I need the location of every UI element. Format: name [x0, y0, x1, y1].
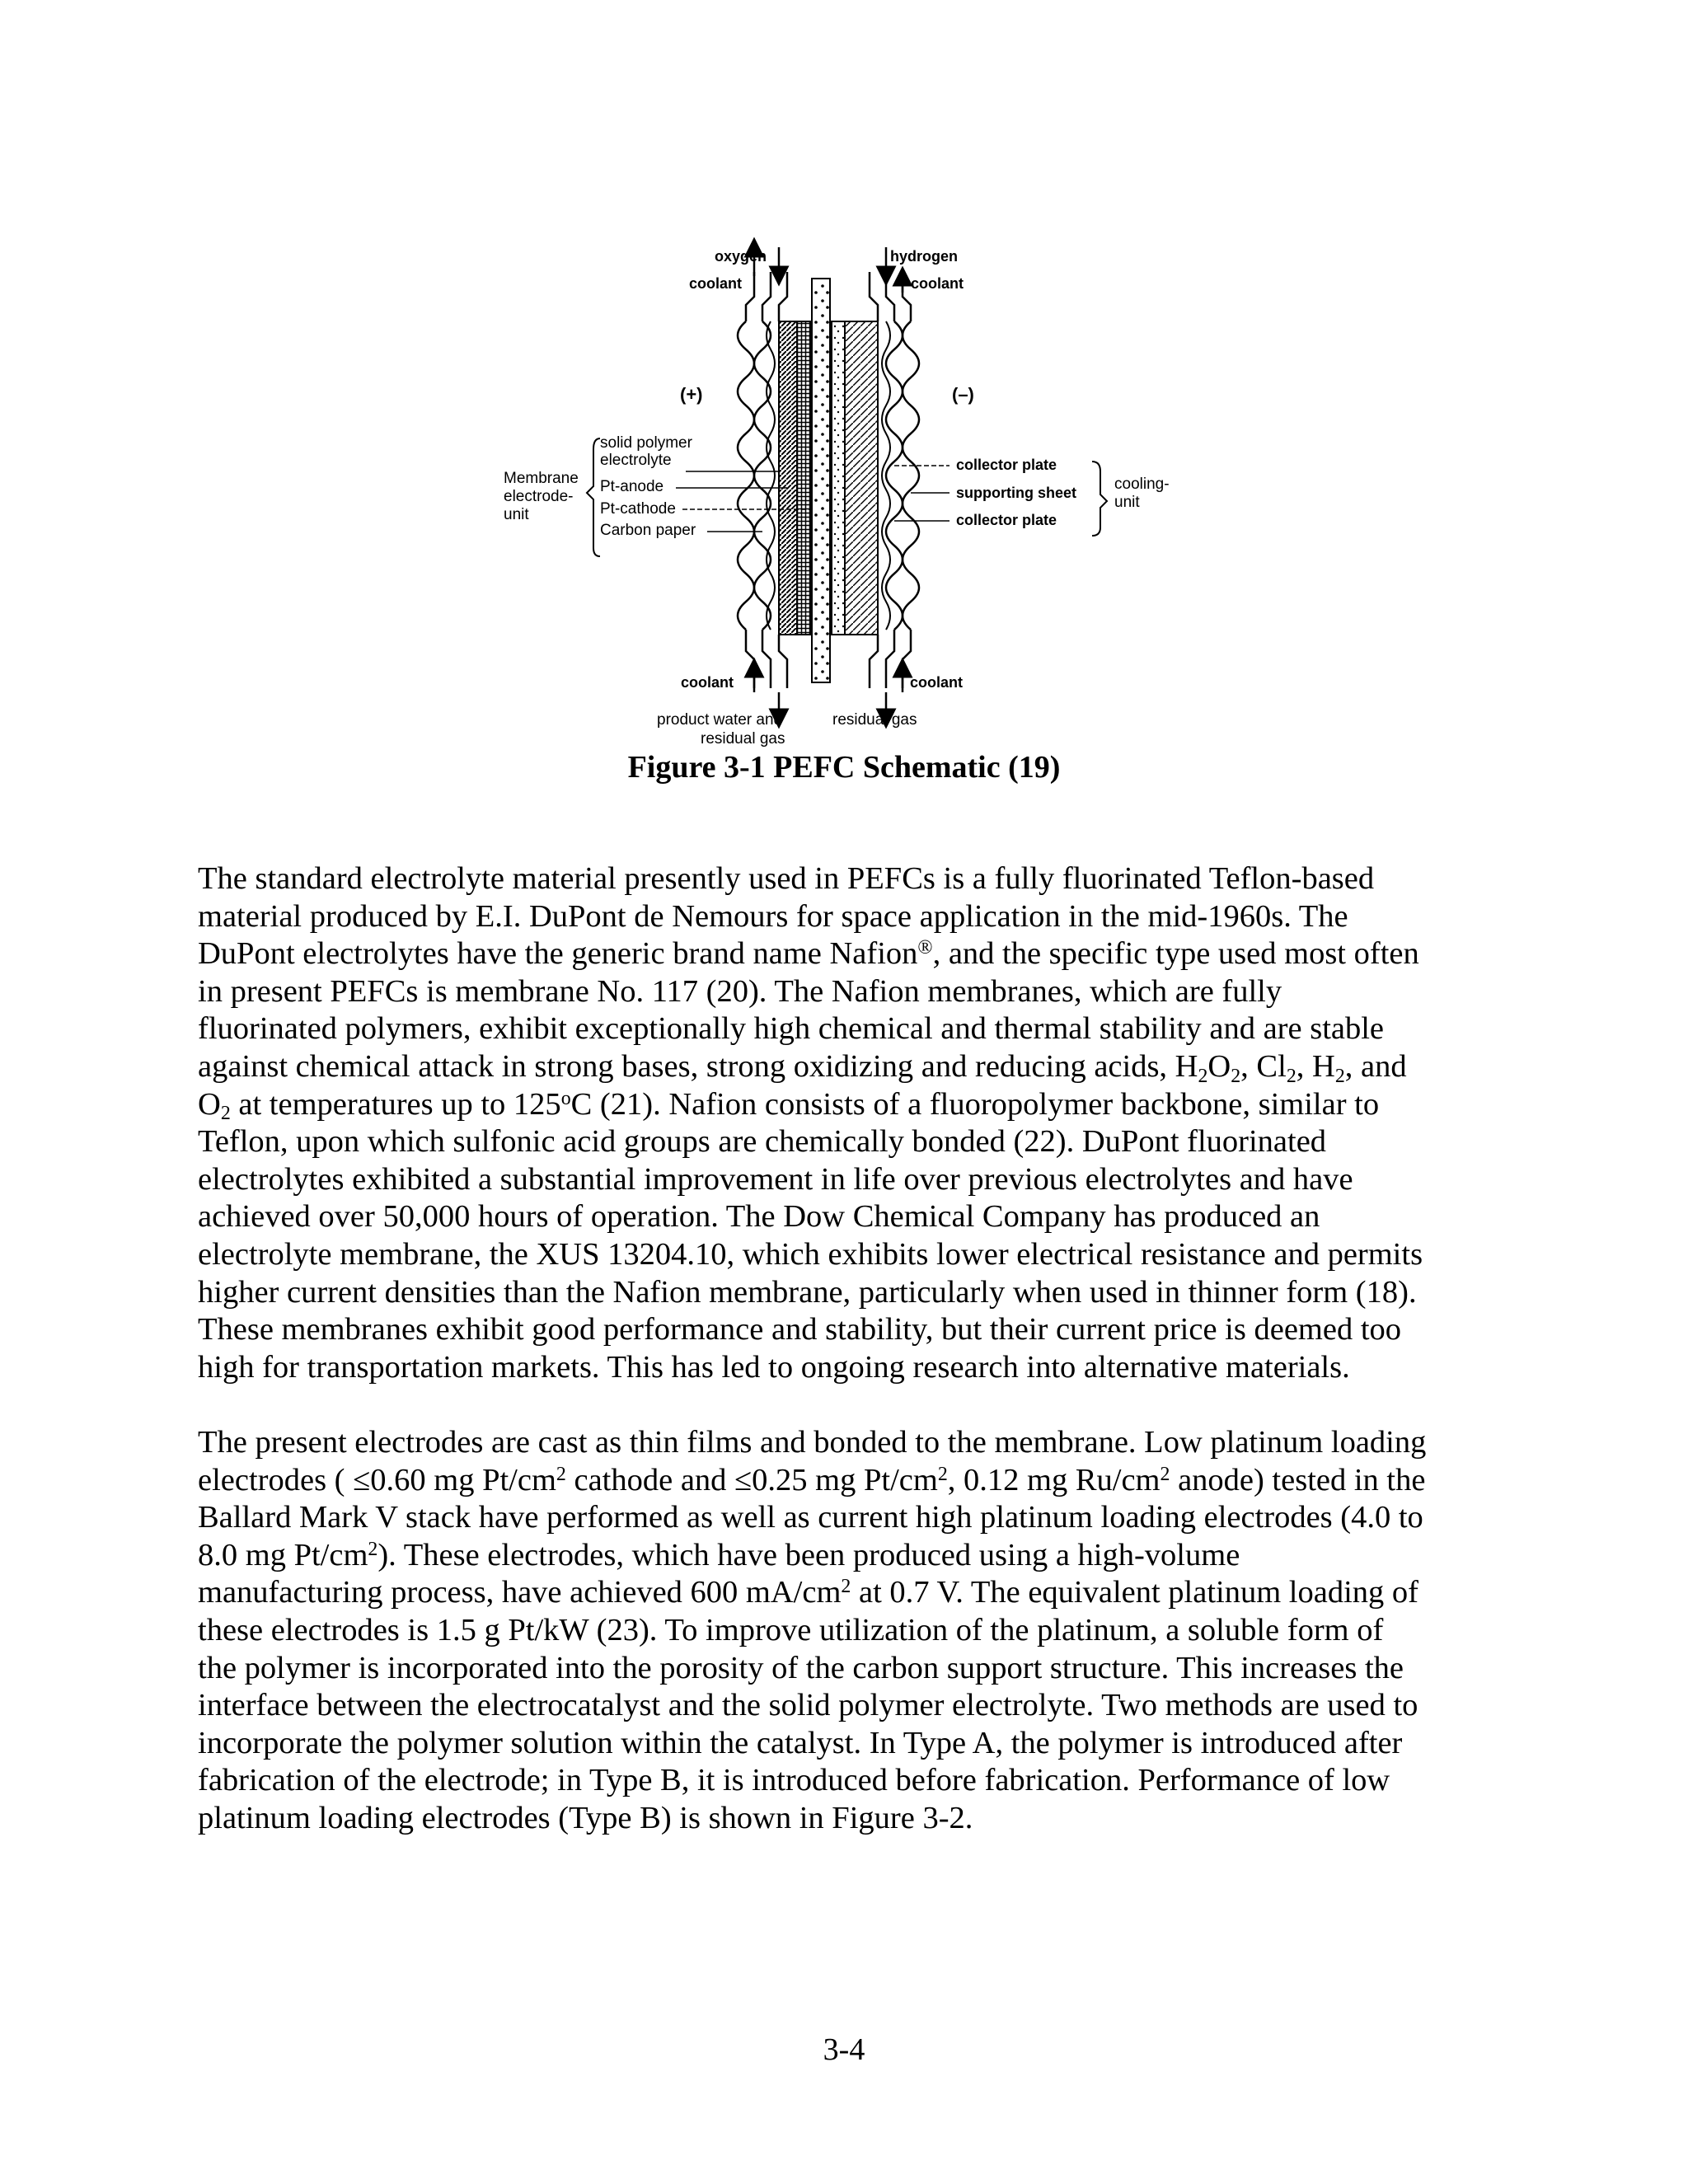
text-line: achieved over 50,000 hours of operation. The Dow Chemical Company has produced an	[198, 1199, 1320, 1235]
supporting-sheet-label: supporting sheet	[956, 485, 1077, 501]
text-line: material produced by E.I. DuPont de Nemours for space application in the mid-1960s. The	[198, 898, 1348, 934]
text-line: these electrodes is 1.5 g Pt/kW (23). To improve utilization of the platinum, a soluble form of	[198, 1612, 1384, 1647]
negative-terminal-label: (–)	[952, 384, 974, 405]
electrode-label: electrode-	[504, 488, 574, 505]
coolant-label-top-right: coolant	[911, 275, 964, 292]
pefc-schematic-figure	[0, 0, 1688, 824]
cooling-label: cooling-	[1114, 476, 1170, 493]
text-line: The present electrodes are cast as thin films and bonded to the membrane. Low platinum loading	[198, 1425, 1427, 1460]
text-line: the polymer is incorporated into the porosity of the carbon support structure. This increases the	[198, 1650, 1404, 1685]
text-line: fabrication of the electrode; in Type B, it is introduced before fabrication. Performance of low	[198, 1763, 1390, 1798]
text-line: manufacturing process, have achieved 600 $mA/cm^2$ at 0.7 V. The equivalent platinum loading of	[198, 1575, 1418, 1610]
text-line: fluorinated polymers, exhibit exceptionally high chemical and thermal stability and are stable	[198, 1011, 1385, 1047]
text-line: DuPont electrolytes have the generic brand name Nafion®, and the specific type used most often	[198, 936, 1419, 972]
collector-plate-label-bottom: collector plate	[956, 512, 1057, 528]
unit-label-right: unit	[1114, 494, 1140, 511]
text-line: These membranes exhibit good performance and stability, but their current price is deemed too	[198, 1312, 1402, 1347]
hydrogen-label: hydrogen	[890, 248, 959, 265]
pefc-schematic-drawing	[0, 0, 1688, 824]
text-line: Ballard Mark V stack have performed as well as current high platinum loading electrodes (4.0 to	[198, 1500, 1423, 1535]
text-line: electrodes ( ≤0.60 mg $Pt/cm^2$ cathode and ≤0.25 mg $Pt/cm^2$, 0.12 mg $Ru/cm^2$ anode) tested in the	[198, 1462, 1426, 1497]
residual-gas-label-right: residual gas	[832, 711, 917, 729]
coolant-label-bottom-left: coolant	[681, 674, 734, 691]
membrane-label: Membrane	[504, 470, 579, 487]
text-line: electrolyte membrane, the XUS 13204.10, which exhibits lower electrical resistance and permits	[198, 1236, 1423, 1272]
carbon-paper-label: Carbon paper	[600, 522, 696, 539]
residual-gas-label-left: residual gas	[701, 730, 785, 748]
text-line: against chemical attack in strong bases, strong oxidizing and reducing acids, $H_2O_2$, $Cl_2$, $H_2$, and	[198, 1048, 1407, 1087]
text-line: 8.0 mg $Pt/cm^2$). These electrodes, which have been produced using a high-volume	[198, 1537, 1240, 1572]
paragraph-electrolyte	[198, 860, 1504, 1386]
pt-cathode-label: Pt-cathode	[600, 500, 676, 518]
text-line: high for transportation markets. This has led to ongoing research into alternative materials.	[198, 1349, 1350, 1385]
text-line: electrolytes exhibited a substantial improvement in life over previous electrolytes and have	[198, 1161, 1353, 1197]
product-water-label: product water and	[657, 711, 783, 729]
pt-anode-label: Pt-anode	[600, 478, 664, 495]
coolant-label-bottom-right: coolant	[910, 674, 964, 691]
oxygen-label: oxygen	[715, 248, 767, 265]
positive-terminal-label: (+)	[680, 384, 703, 405]
solid-polymer-label: solid polymer	[600, 434, 692, 452]
text-line: incorporate the polymer solution within the catalyst. In Type A, the polymer is introduced after	[198, 1725, 1403, 1760]
electrolyte-label: electrolyte	[600, 452, 672, 469]
figure-caption: Figure 3-1 PEFC Schematic (19)	[627, 750, 1061, 785]
text-line: The standard electrolyte material presently used in PEFCs is a fully fluorinated Teflon-based	[198, 861, 1375, 896]
coolant-label-top-left: coolant	[689, 275, 743, 292]
text-line: interface between the electrocatalyst and the solid polymer electrolyte. Two methods are used to	[198, 1688, 1418, 1723]
paragraph-electrodes	[198, 1424, 1504, 1838]
text-line: higher current densities than the Nafion membrane, particularly when used in thinner form (18).	[198, 1274, 1417, 1310]
unit-label-left: unit	[504, 506, 529, 523]
collector-plate-label-top: collector plate	[956, 457, 1057, 473]
text-line: $O_2$ at temperatures up to 125$^o$C (21). Nafion consists of a fluoropolymer backbone, similar to	[198, 1086, 1380, 1125]
text-line: platinum loading electrodes (Type B) is shown in Figure 3-2.	[198, 1800, 973, 1835]
text-line: in present PEFCs is membrane No. 117 (20). The Nafion membranes, which are fully	[198, 973, 1282, 1009]
page-number: 3-4	[823, 2032, 865, 2067]
text-line: Teflon, upon which sulfonic acid groups are chemically bonded (22). DuPont fluorinated	[198, 1124, 1327, 1160]
